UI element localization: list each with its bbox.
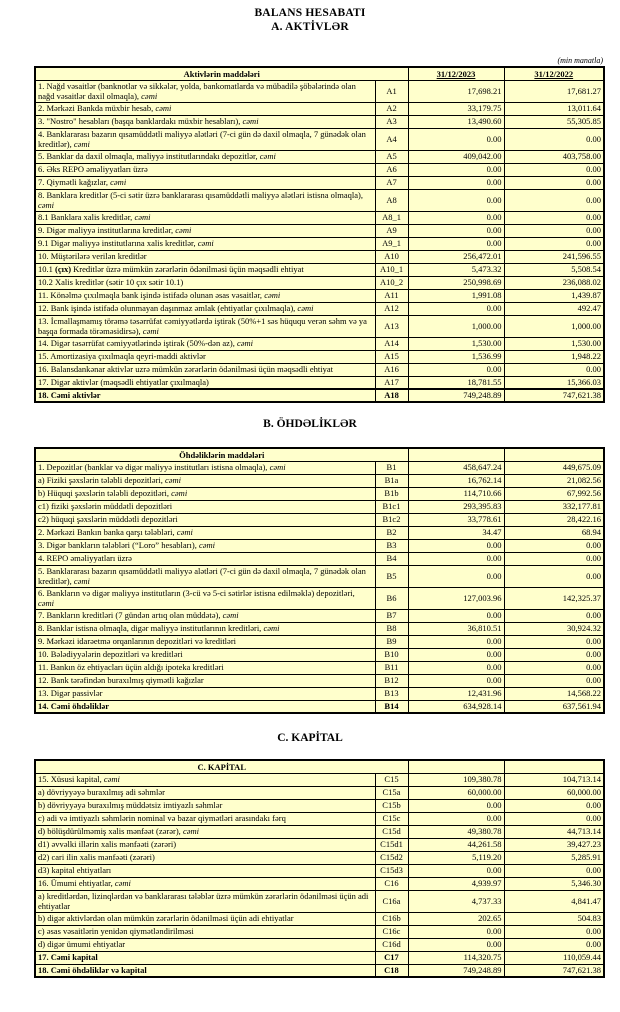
- row-code: B13: [375, 687, 408, 700]
- value-2023: 250,998.69: [408, 276, 504, 289]
- row-label: 9. Digər maliyyə institutlarına kreditlər, cəmi: [35, 224, 375, 237]
- row-label: 13. Digər passivlər: [35, 687, 375, 700]
- row-code: B3: [375, 539, 408, 552]
- row-label: 4. Banklararası bazarın qısamüddətli maliyyə alətləri (7-ci gün də daxil olmaqla, 7 günədək olan kreditlər), cəmi: [35, 128, 375, 150]
- value-2023: 5,473.32: [408, 263, 504, 276]
- value-2023: 5,119.20: [408, 851, 504, 864]
- value-2023: 114,710.66: [408, 487, 504, 500]
- value-2022: 1,530.00: [504, 337, 604, 350]
- row-label: a) Fiziki şəxslərin tələbli depozitləri, cəmi: [35, 474, 375, 487]
- row-code: A10: [375, 250, 408, 263]
- row-code: C15c: [375, 812, 408, 825]
- row-label: 14. Cəmi öhdəliklər: [35, 700, 375, 713]
- row-code: B14: [375, 700, 408, 713]
- value-2023: 0.00: [408, 674, 504, 687]
- table-row-B13: [35, 687, 604, 700]
- value-2022: 492.47: [504, 302, 604, 315]
- value-2023: 293,395.83: [408, 500, 504, 513]
- table-row-A14: [35, 337, 604, 350]
- table-header-row: [35, 448, 604, 461]
- value-2022: 110,059.44: [504, 951, 604, 964]
- row-code: B1a: [375, 474, 408, 487]
- row-label: 1. Depozitlər (banklar və digər maliyyə institutları istisna olmaqla), cəmi: [35, 461, 375, 474]
- table-row-A7: [35, 176, 604, 189]
- value-2023: 4,939.97: [408, 877, 504, 890]
- table-row-B14: [35, 700, 604, 713]
- row-code: C18: [375, 964, 408, 977]
- row-label: 15. Xüsusi kapital, cəmi: [35, 773, 375, 786]
- row-code: A4: [375, 128, 408, 150]
- table-row-A11: [35, 289, 604, 302]
- value-2023: 749,248.89: [408, 389, 504, 402]
- value-2022: 44,713.14: [504, 825, 604, 838]
- value-2022: 0.00: [504, 812, 604, 825]
- value-2023: 60,000.00: [408, 786, 504, 799]
- value-2022: 0.00: [504, 609, 604, 622]
- table-row-C17: [35, 951, 604, 964]
- table-header-label: Aktivlərin maddələri: [35, 67, 408, 80]
- row-code: A8: [375, 189, 408, 211]
- row-label: 13. İcmallaşmamış törəmə təsərrüfat cəmiyyətlərdə iştirak (50%+1 səs hüququ verən səhm və ya başqa formada törəməsidirsə), cəmi: [35, 315, 375, 337]
- value-2022: 403,758.00: [504, 150, 604, 163]
- value-2022: 0.00: [504, 224, 604, 237]
- value-2023: 256,472.01: [408, 250, 504, 263]
- value-2022: 0.00: [504, 211, 604, 224]
- row-label: 18. Cəmi aktivlər: [35, 389, 375, 402]
- document-header: [0, 6, 620, 34]
- row-label: 12. Bank işində istifadə olunmayan daşınmaz əmlak (ehtiyatlar çıxılmaqla), cəmi: [35, 302, 375, 315]
- value-2023: 1,991.08: [408, 289, 504, 302]
- table-row-B1b: [35, 487, 604, 500]
- row-label: d) digər ümumi ehtiyatlar: [35, 938, 375, 951]
- value-2022: 21,082.56: [504, 474, 604, 487]
- table-row-B1a: [35, 474, 604, 487]
- value-2022: 332,177.81: [504, 500, 604, 513]
- row-code: B1c1: [375, 500, 408, 513]
- table-row-B8: [35, 622, 604, 635]
- row-label: 10. Müştərilərə verilən kreditlər: [35, 250, 375, 263]
- section-heading-liabilities: B. ÖHDƏLİKLƏR: [263, 418, 357, 430]
- column-header-date-2023: [408, 760, 504, 773]
- row-code: A11: [375, 289, 408, 302]
- row-label: 6. Əks REPO əməliyyatları üzrə: [35, 163, 375, 176]
- table-row-A2: [35, 102, 604, 115]
- table-row-A1: [35, 80, 604, 102]
- row-code: A16: [375, 363, 408, 376]
- row-label: a) kreditlərdən, lizinqlərdən və banklararası tələblər üzrə mümkün zərərlərin ödənilməsi üçün adi ehtiyatlar: [35, 890, 375, 912]
- row-label: 15. Amortizasiya çıxılmaqla qeyri-maddi aktivlər: [35, 350, 375, 363]
- value-2023: 0.00: [408, 635, 504, 648]
- row-label: b) Hüquqi şəxslərin tələbli depozitləri, cəmi: [35, 487, 375, 500]
- value-2023: 109,380.78: [408, 773, 504, 786]
- value-2023: 127,003.96: [408, 587, 504, 609]
- table-row-B12: [35, 674, 604, 687]
- table-row-B1c1: [35, 500, 604, 513]
- row-code: A15: [375, 350, 408, 363]
- table-row-C18: [35, 964, 604, 977]
- value-2023: 202.65: [408, 912, 504, 925]
- value-2022: 0.00: [504, 539, 604, 552]
- capital-table: [34, 759, 605, 978]
- row-code: C15d1: [375, 838, 408, 851]
- table-row-A3: [35, 115, 604, 128]
- row-code: A9_1: [375, 237, 408, 250]
- table-row-A9_1: [35, 237, 604, 250]
- table-row-C16a: [35, 890, 604, 912]
- table-row-A17: [35, 376, 604, 389]
- row-code: C16d: [375, 938, 408, 951]
- row-code: B1b: [375, 487, 408, 500]
- row-code: C17: [375, 951, 408, 964]
- value-2022: 1,000.00: [504, 315, 604, 337]
- value-2022: 15,366.03: [504, 376, 604, 389]
- table-header-row: [35, 67, 604, 80]
- table-row-A10_1: [35, 263, 604, 276]
- value-2022: 0.00: [504, 864, 604, 877]
- row-code: A10_2: [375, 276, 408, 289]
- row-label: c) əsas vəsaitlərin yenidən qiymətləndirilməsi: [35, 925, 375, 938]
- row-code: B9: [375, 635, 408, 648]
- table-row-B1: [35, 461, 604, 474]
- row-label: 9. Mərkəzi idarəetmə orqanlarının depozitləri və kreditləri: [35, 635, 375, 648]
- row-label: 10. Bələdiyyələrin depozitləri və kreditləri: [35, 648, 375, 661]
- table-row-A4: [35, 128, 604, 150]
- value-2023: 458,647.24: [408, 461, 504, 474]
- table-row-C16c: [35, 925, 604, 938]
- row-label: b) digər aktivlərdən olan mümkün zərərlərin ödənilməsi üçün adi ehtiyatlar: [35, 912, 375, 925]
- table-row-B7: [35, 609, 604, 622]
- row-label: d2) cari ilin xalis mənfəəti (zərəri): [35, 851, 375, 864]
- table-row-B5: [35, 565, 604, 587]
- page-title: BALANS HESABATI: [254, 7, 366, 19]
- value-2023: 114,320.75: [408, 951, 504, 964]
- value-2022: 0.00: [504, 363, 604, 376]
- row-label: 5. Banklar da daxil olmaqla, maliyyə institutlarındakı depozitlər, cəmi: [35, 150, 375, 163]
- value-2023: 4,737.33: [408, 890, 504, 912]
- value-2022: 142,325.37: [504, 587, 604, 609]
- row-code: C15d3: [375, 864, 408, 877]
- table-header-row: [35, 760, 604, 773]
- table-row-C15d1: [35, 838, 604, 851]
- row-label: 10.1 (çıx) Kreditlər üzrə mümkün zərərlərin ödənilməsi üçün məqsədli ehtiyat: [35, 263, 375, 276]
- row-label: a) dövriyyəyə buraxılmış adi səhmlər: [35, 786, 375, 799]
- value-2022: 67,992.56: [504, 487, 604, 500]
- value-2022: 13,011.64: [504, 102, 604, 115]
- row-code: C15a: [375, 786, 408, 799]
- row-code: B11: [375, 661, 408, 674]
- value-2023: 0.00: [408, 799, 504, 812]
- table-row-A8: [35, 189, 604, 211]
- value-2022: 0.00: [504, 189, 604, 211]
- row-code: C16b: [375, 912, 408, 925]
- value-2023: 33,778.61: [408, 513, 504, 526]
- row-code: B10: [375, 648, 408, 661]
- column-header-date-2022: 31/12/2022: [504, 67, 604, 80]
- row-label: 11. Könəlmə çıxılmaqla bank işində istifadə olunan əsas vəsaitlər, cəmi: [35, 289, 375, 302]
- value-2022: 637,561.94: [504, 700, 604, 713]
- value-2023: 33,179.75: [408, 102, 504, 115]
- value-2022: 0.00: [504, 925, 604, 938]
- row-code: B4: [375, 552, 408, 565]
- table-row-B10: [35, 648, 604, 661]
- value-2022: 0.00: [504, 163, 604, 176]
- row-label: 2. Mərkəzi Bankda müxbir hesab, cəmi: [35, 102, 375, 115]
- value-2023: 0.00: [408, 565, 504, 587]
- table-row-A5: [35, 150, 604, 163]
- row-label: 9.1 Digər maliyyə institutlarına xalis kreditlər, cəmi: [35, 237, 375, 250]
- value-2023: 0.00: [408, 539, 504, 552]
- value-2023: 0.00: [408, 864, 504, 877]
- value-2023: 0.00: [408, 189, 504, 211]
- value-2023: 1,000.00: [408, 315, 504, 337]
- value-2023: 0.00: [408, 609, 504, 622]
- row-code: C16: [375, 877, 408, 890]
- row-label: 11. Bankın öz ehtiyacları üçün aldığı ipoteka kreditləri: [35, 661, 375, 674]
- value-2022: 60,000.00: [504, 786, 604, 799]
- value-2022: 14,568.22: [504, 687, 604, 700]
- value-2022: 1,439.87: [504, 289, 604, 302]
- value-2022: 55,305.85: [504, 115, 604, 128]
- table-row-C15d2: [35, 851, 604, 864]
- row-code: B1: [375, 461, 408, 474]
- column-header-date-2022: [504, 760, 604, 773]
- row-code: A10_1: [375, 263, 408, 276]
- value-2023: 634,928.14: [408, 700, 504, 713]
- row-code: A8_1: [375, 211, 408, 224]
- row-label: 3. Digər bankların tələbləri (“Loro” hesabları), cəmi: [35, 539, 375, 552]
- row-label: 14. Digər təsərrüfat cəmiyyətlərində iştirak (50%-dən az), cəmi: [35, 337, 375, 350]
- value-2023: 0.00: [408, 224, 504, 237]
- value-2023: 1,536.99: [408, 350, 504, 363]
- row-label: 17. Digər aktivlər (məqsədli ehtiyatlar çıxılmaqla): [35, 376, 375, 389]
- row-label: 3. "Nostro" hesabları (başqa banklardakı müxbir hesabları), cəmi: [35, 115, 375, 128]
- row-label: 2. Mərkəzi Bankın banka qarşı tələbləri, cəmi: [35, 526, 375, 539]
- table-row-B3: [35, 539, 604, 552]
- table-row-B11: [35, 661, 604, 674]
- row-code: A3: [375, 115, 408, 128]
- value-2022: 5,285.91: [504, 851, 604, 864]
- row-label: 1. Nağd vəsaitlər (banknotlar və sikkələr, yolda, bankomatlarda və mübadilə şöbələrində olan nağd vəsaitlər daxil olmaqla), cəmi: [35, 80, 375, 102]
- value-2023: 0.00: [408, 237, 504, 250]
- value-2022: 0.00: [504, 565, 604, 587]
- table-row-A9: [35, 224, 604, 237]
- value-2022: 4,841.47: [504, 890, 604, 912]
- row-code: C16c: [375, 925, 408, 938]
- row-code: C15: [375, 773, 408, 786]
- value-2022: 0.00: [504, 237, 604, 250]
- row-code: B2: [375, 526, 408, 539]
- row-code: B7: [375, 609, 408, 622]
- table-row-A16: [35, 363, 604, 376]
- row-label: 16. Balansdankənar aktivlər uzrə mümkün zərərlərin ödənilməsi üçün məqsədli ehtiyat: [35, 363, 375, 376]
- column-header-date-2023: 31/12/2023: [408, 67, 504, 80]
- table-row-B6: [35, 587, 604, 609]
- row-code: C16a: [375, 890, 408, 912]
- row-code: A17: [375, 376, 408, 389]
- row-label: 10.2 Xalis kreditlər (sətir 10 çıx sətir 10.1): [35, 276, 375, 289]
- liabilities-table: [34, 447, 605, 714]
- table-row-B1c2: [35, 513, 604, 526]
- table-row-A18: [35, 389, 604, 402]
- value-2022: 241,596.55: [504, 250, 604, 263]
- table-row-C15c: [35, 812, 604, 825]
- table-row-A10: [35, 250, 604, 263]
- value-2023: 16,762.14: [408, 474, 504, 487]
- value-2023: 0.00: [408, 812, 504, 825]
- table-row-B2: [35, 526, 604, 539]
- value-2022: 39,427.23: [504, 838, 604, 851]
- unit-note: (min manatla): [557, 56, 603, 65]
- value-2022: 449,675.09: [504, 461, 604, 474]
- value-2022: 0.00: [504, 648, 604, 661]
- table-row-A10_2: [35, 276, 604, 289]
- table-row-C15b: [35, 799, 604, 812]
- value-2022: 0.00: [504, 938, 604, 951]
- row-label: 8. Banklara kreditlər (5-ci sətir üzrə banklararası qısamüddətli maliyyə alətləri istisna olmaqla), cəmi: [35, 189, 375, 211]
- row-label: 5. Banklararası bazarın qısamüddətli maliyyə alətləri (7-ci gün də daxil olmaqla, 7 günədək olan kreditlər), cəmi: [35, 565, 375, 587]
- row-code: C15b: [375, 799, 408, 812]
- row-code: C15d2: [375, 851, 408, 864]
- row-label: 12. Bank tərəfindən buraxılmış qiymətli kağızlar: [35, 674, 375, 687]
- table-row-A13: [35, 315, 604, 337]
- row-label: c2) hüquqi şəxslərin müddətli depozitləri: [35, 513, 375, 526]
- value-2022: 0.00: [504, 128, 604, 150]
- table-row-B4: [35, 552, 604, 565]
- value-2022: 5,508.54: [504, 263, 604, 276]
- value-2022: 0.00: [504, 176, 604, 189]
- table-row-A15: [35, 350, 604, 363]
- row-label: 17. Cəmi kapital: [35, 951, 375, 964]
- value-2023: 44,261.58: [408, 838, 504, 851]
- row-label: 4. REPO əməliyyatları üzrə: [35, 552, 375, 565]
- column-header-date-2022: [504, 448, 604, 461]
- row-label: 8. Banklar istisna olmaqla, digər maliyyə institutlarının kreditləri, cəmi: [35, 622, 375, 635]
- row-code: C15d: [375, 825, 408, 838]
- row-code: A14: [375, 337, 408, 350]
- table-row-C15d: [35, 825, 604, 838]
- value-2023: 0.00: [408, 648, 504, 661]
- value-2022: 504.83: [504, 912, 604, 925]
- value-2022: 30,924.32: [504, 622, 604, 635]
- value-2022: 747,621.38: [504, 389, 604, 402]
- value-2023: 0.00: [408, 302, 504, 315]
- row-code: B8: [375, 622, 408, 635]
- row-code: A18: [375, 389, 408, 402]
- row-label: 6. Bankların və digər maliyyə institutların (3-cü və 5-ci sətirlər istisna edilməklə) depozitləri, cəmi: [35, 587, 375, 609]
- value-2022: 68.94: [504, 526, 604, 539]
- value-2022: 17,681.27: [504, 80, 604, 102]
- row-code: A12: [375, 302, 408, 315]
- table-row-A6: [35, 163, 604, 176]
- table-row-C16d: [35, 938, 604, 951]
- table-row-B9: [35, 635, 604, 648]
- value-2023: 0.00: [408, 925, 504, 938]
- value-2022: 0.00: [504, 661, 604, 674]
- row-code: B6: [375, 587, 408, 609]
- value-2023: 0.00: [408, 552, 504, 565]
- row-label: d1) əvvəlki illərin xalis mənfəəti (zərəri): [35, 838, 375, 851]
- page-subtitle-assets: A. AKTİVLƏR: [271, 21, 349, 33]
- table-header-label: C. KAPİTAL: [35, 760, 408, 773]
- row-label: c) adi və imtiyazlı səhmlərin nominal və bazar qiymətləri arasındakı fərq: [35, 812, 375, 825]
- value-2022: 0.00: [504, 635, 604, 648]
- value-2022: 104,713.14: [504, 773, 604, 786]
- value-2023: 13,490.60: [408, 115, 504, 128]
- row-label: d3) kapital ehtiyatları: [35, 864, 375, 877]
- row-label: 16. Ümumi ehtiyatlar, cəmi: [35, 877, 375, 890]
- value-2023: 409,042.00: [408, 150, 504, 163]
- row-code: B1c2: [375, 513, 408, 526]
- row-code: A9: [375, 224, 408, 237]
- value-2023: 18,781.55: [408, 376, 504, 389]
- value-2022: 0.00: [504, 674, 604, 687]
- value-2023: 17,698.21: [408, 80, 504, 102]
- row-label: 7. Bankların kreditləri (7 gündən artıq olan müddətə), cəmi: [35, 609, 375, 622]
- value-2023: 1,530.00: [408, 337, 504, 350]
- table-row-A8_1: [35, 211, 604, 224]
- value-2022: 5,346.30: [504, 877, 604, 890]
- value-2023: 0.00: [408, 938, 504, 951]
- row-code: A6: [375, 163, 408, 176]
- value-2022: 747,621.38: [504, 964, 604, 977]
- row-label: d) bölüşdürülməmiş xalis mənfəət (zərər), cəmi: [35, 825, 375, 838]
- value-2023: 34.47: [408, 526, 504, 539]
- value-2023: 0.00: [408, 176, 504, 189]
- value-2023: 0.00: [408, 211, 504, 224]
- value-2023: 12,431.96: [408, 687, 504, 700]
- value-2023: 0.00: [408, 163, 504, 176]
- value-2023: 0.00: [408, 661, 504, 674]
- table-row-A12: [35, 302, 604, 315]
- row-label: 18. Cəmi öhdəliklər və kapital: [35, 964, 375, 977]
- table-row-C15a: [35, 786, 604, 799]
- row-code: A1: [375, 80, 408, 102]
- section-heading-capital: C. KAPİTAL: [277, 732, 343, 744]
- row-code: A5: [375, 150, 408, 163]
- value-2023: 0.00: [408, 363, 504, 376]
- row-label: 8.1 Banklara xalis kreditlər, cəmi: [35, 211, 375, 224]
- table-row-C15: [35, 773, 604, 786]
- value-2023: 749,248.89: [408, 964, 504, 977]
- value-2022: 0.00: [504, 799, 604, 812]
- value-2022: 0.00: [504, 552, 604, 565]
- value-2022: 1,948.22: [504, 350, 604, 363]
- row-label: b) dövriyyəyə buraxılmış müddətsiz imtiyazlı səhmlər: [35, 799, 375, 812]
- table-row-C16: [35, 877, 604, 890]
- value-2022: 236,088.02: [504, 276, 604, 289]
- value-2022: 28,422.16: [504, 513, 604, 526]
- row-code: B12: [375, 674, 408, 687]
- value-2023: 49,380.78: [408, 825, 504, 838]
- value-2023: 0.00: [408, 128, 504, 150]
- row-label: c1) fiziki şəxslərin müddətli depozitləri: [35, 500, 375, 513]
- row-code: B5: [375, 565, 408, 587]
- table-header-label: Öhdəliklərin maddələri: [35, 448, 408, 461]
- value-2023: 36,810.51: [408, 622, 504, 635]
- row-code: A13: [375, 315, 408, 337]
- table-row-C15d3: [35, 864, 604, 877]
- column-header-date-2023: [408, 448, 504, 461]
- row-code: A7: [375, 176, 408, 189]
- assets-table: [34, 66, 605, 403]
- table-row-C16b: [35, 912, 604, 925]
- row-code: A2: [375, 102, 408, 115]
- row-label: 7. Qiymətli kağızlar, cəmi: [35, 176, 375, 189]
